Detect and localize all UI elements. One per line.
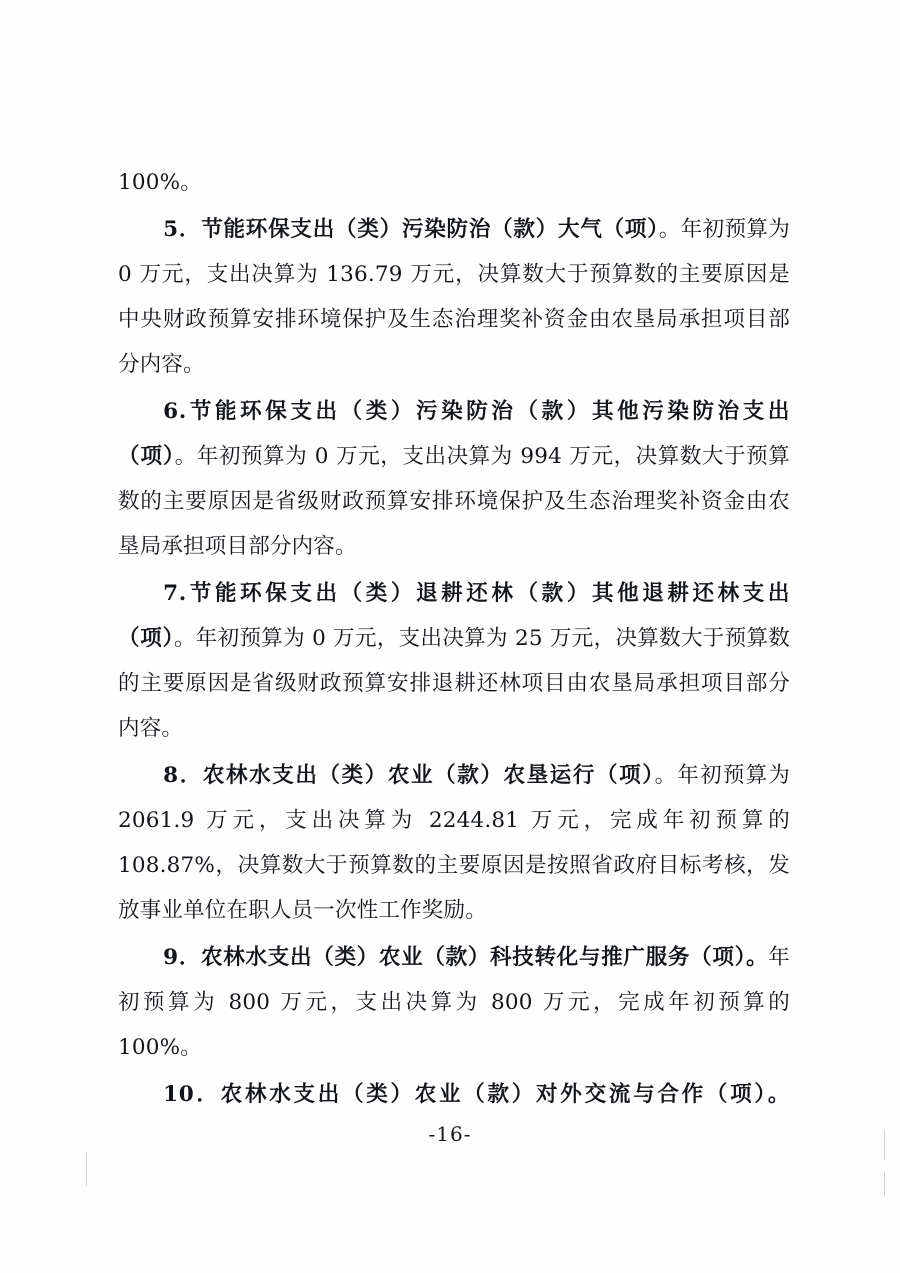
item-body: 。年初预算为 2061.9 万元，支出决算为 2244.81 万元，完成年初预算的 108.87%，决算数大于预算数的主要原因是按照省政府目标考核，发放事业单位在职人员一次性工作奖励。 xyxy=(118,763,790,923)
document-body xyxy=(118,160,790,1119)
paragraph-continuation xyxy=(118,160,790,205)
item-heading: 9．农林水支出（类）农业（款）科技转化与推广服务（项）。 xyxy=(163,945,769,970)
item-body: 。年初预算为 0 万元，支出决算为 136.79 万元，决算数大于预算数的主要原因是中央财政预算安排环境保护及生态治理奖补资金由农垦局承担项目部分内容。 xyxy=(118,217,791,377)
item-heading: 10．农林水支出（类）农业（款）对外交流与合作（项）。 xyxy=(163,1082,790,1107)
item-body: 。年初预算为 0 万元，支出决算为 994 万元，决算数大于预算数的主要原因是省级财政预算安排环境保护及生态治理奖补资金由农垦局承担项目部分内容。 xyxy=(118,444,790,559)
binding-mark-right-top xyxy=(884,1130,885,1160)
paragraph-item-6 xyxy=(118,389,790,569)
page-number: -16- xyxy=(428,1122,472,1146)
item-body: 。年初预算为 0 万元，支出决算为 25 万元，决算数大于预算数的主要原因是省级财政预算安排退耕还林项目由农垦局承担项目部分内容。 xyxy=(118,626,790,741)
item-body: 年初预算为 800 万元，支出决算为 800 万元，完成年初预算的 100%。 xyxy=(118,945,790,1060)
binding-mark-left xyxy=(86,1152,87,1186)
paragraph-item-7 xyxy=(118,571,790,751)
item-heading: 8．农林水支出（类）农业（款）农垦运行（项） xyxy=(163,763,655,788)
paragraph-text: 100%。 xyxy=(118,170,202,195)
binding-mark-right-bottom xyxy=(884,1172,885,1196)
paragraph-item-10 xyxy=(118,1072,790,1117)
item-heading: 6.节能环保支出（类）污染防治（款）其他污染防治支出（项） xyxy=(118,399,790,469)
paragraph-item-5 xyxy=(118,207,790,387)
paragraph-item-9 xyxy=(118,935,790,1070)
item-heading: 5．节能环保支出（类）污染防治（款）大气（项） xyxy=(163,217,659,242)
item-heading: 7.节能环保支出（类）退耕还林（款）其他退耕还林支出（项） xyxy=(118,581,790,651)
paragraph-item-8 xyxy=(118,753,790,933)
